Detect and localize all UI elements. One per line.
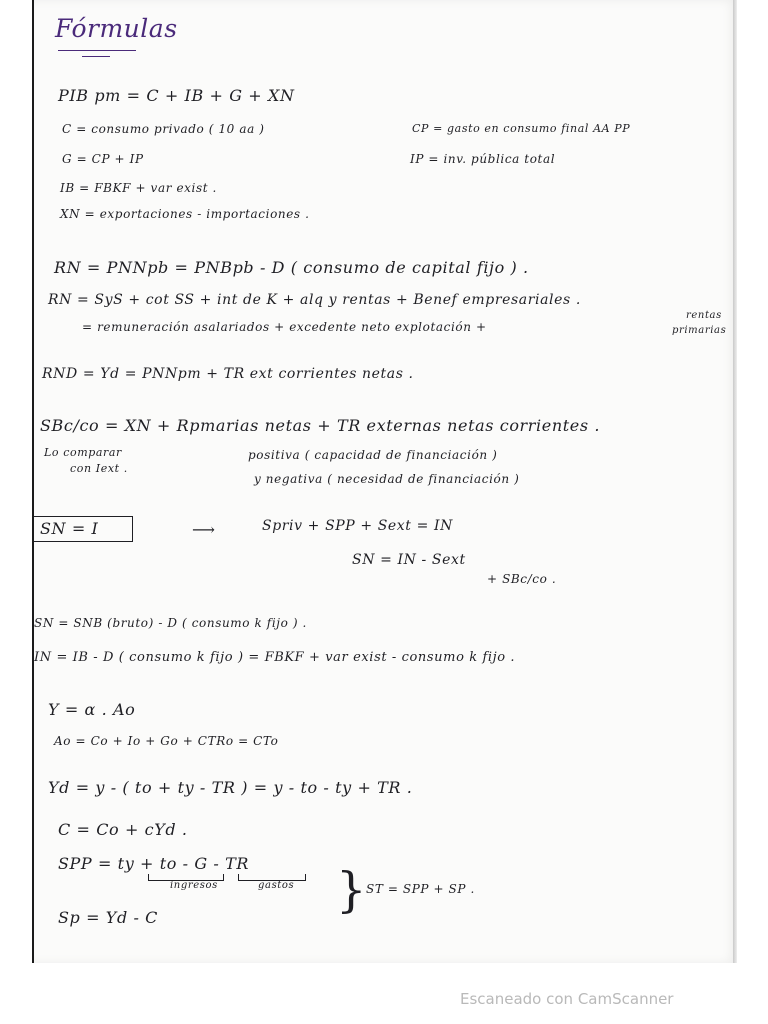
formula-cp-definition: CP = gasto en consumo final AA PP <box>412 122 631 135</box>
curly-brace: } <box>336 862 367 918</box>
formula-rn-components: RN = SyS + cot SS + int de K + alq y rentas + Benef empresariales . <box>48 292 581 308</box>
sbc-note-compare: Lo comparar <box>44 446 122 459</box>
title-underline <box>58 50 136 51</box>
label-ingresos: ingresos <box>170 880 218 891</box>
page-title: Fórmulas <box>55 14 178 43</box>
formula-rnd: RND = Yd = PNNpm + TR ext corrientes netas . <box>42 366 414 382</box>
formula-consumption: C = Co + cYd . <box>58 820 188 839</box>
formula-y: Y = α . Ao <box>48 700 136 719</box>
formula-ip-definition: IP = inv. pública total <box>410 152 556 166</box>
formula-sn-equals-i: SN = I <box>40 519 99 538</box>
formula-sbc: SBc/co = XN + Rpmarias netas + TR externas netas corrientes . <box>40 416 601 435</box>
formula-sp: Sp = Yd - C <box>58 908 159 927</box>
formula-g-definition: G = CP + IP <box>62 152 144 166</box>
formula-yd: Yd = y - ( to + ty - TR ) = y - to - ty + TR . <box>48 778 413 797</box>
formula-pib: PIB pm = C + IB + G + XN <box>58 86 295 105</box>
arrow-icon: ⟶ <box>192 520 216 539</box>
title-underline-short <box>82 56 110 57</box>
sbc-note-iext: con Iext . <box>70 462 128 475</box>
sbc-positive: positiva ( capacidad de financiación ) <box>248 448 498 462</box>
formula-c-definition: C = consumo privado ( 10 aa ) <box>62 122 265 136</box>
formula-rn-remuneration: = remuneración asalariados + excedente neto explotación + <box>82 320 487 334</box>
formula-savings-parts: Spriv + SPP + Sext = IN <box>262 518 453 534</box>
formula-st: ST = SPP + SP . <box>366 882 475 896</box>
formula-xn-definition: XN = exportaciones - importaciones . <box>60 207 310 221</box>
formula-sn-definition: SN = SNB (bruto) - D ( consumo k fijo ) . <box>34 616 307 630</box>
formula-sn-in: SN = IN - Sext <box>352 552 466 568</box>
formula-spp: SPP = ty + to - G - TR <box>58 854 250 873</box>
formula-ib-definition: IB = FBKF + var exist . <box>60 181 217 195</box>
formula-ao: Ao = Co + Io + Go + CTRo = CTo <box>54 734 279 748</box>
formula-rn-pnn: RN = PNNpb = PNBpb - D ( consumo de capital fijo ) . <box>54 258 529 277</box>
sbc-negative: y negativa ( necesidad de financiación ) <box>254 472 520 486</box>
formula-rn-rentas: rentas <box>686 310 722 321</box>
formula-rn-primarias: primarias <box>672 325 727 336</box>
formula-sn-in-sbc: + SBc/co . <box>487 572 557 586</box>
label-gastos: gastos <box>258 880 295 891</box>
page-edge <box>733 0 737 963</box>
formula-in-definition: IN = IB - D ( consumo k fijo ) = FBKF + var exist - consumo k fijo . <box>34 650 516 665</box>
scanner-watermark: Escaneado con CamScanner <box>460 990 674 1008</box>
